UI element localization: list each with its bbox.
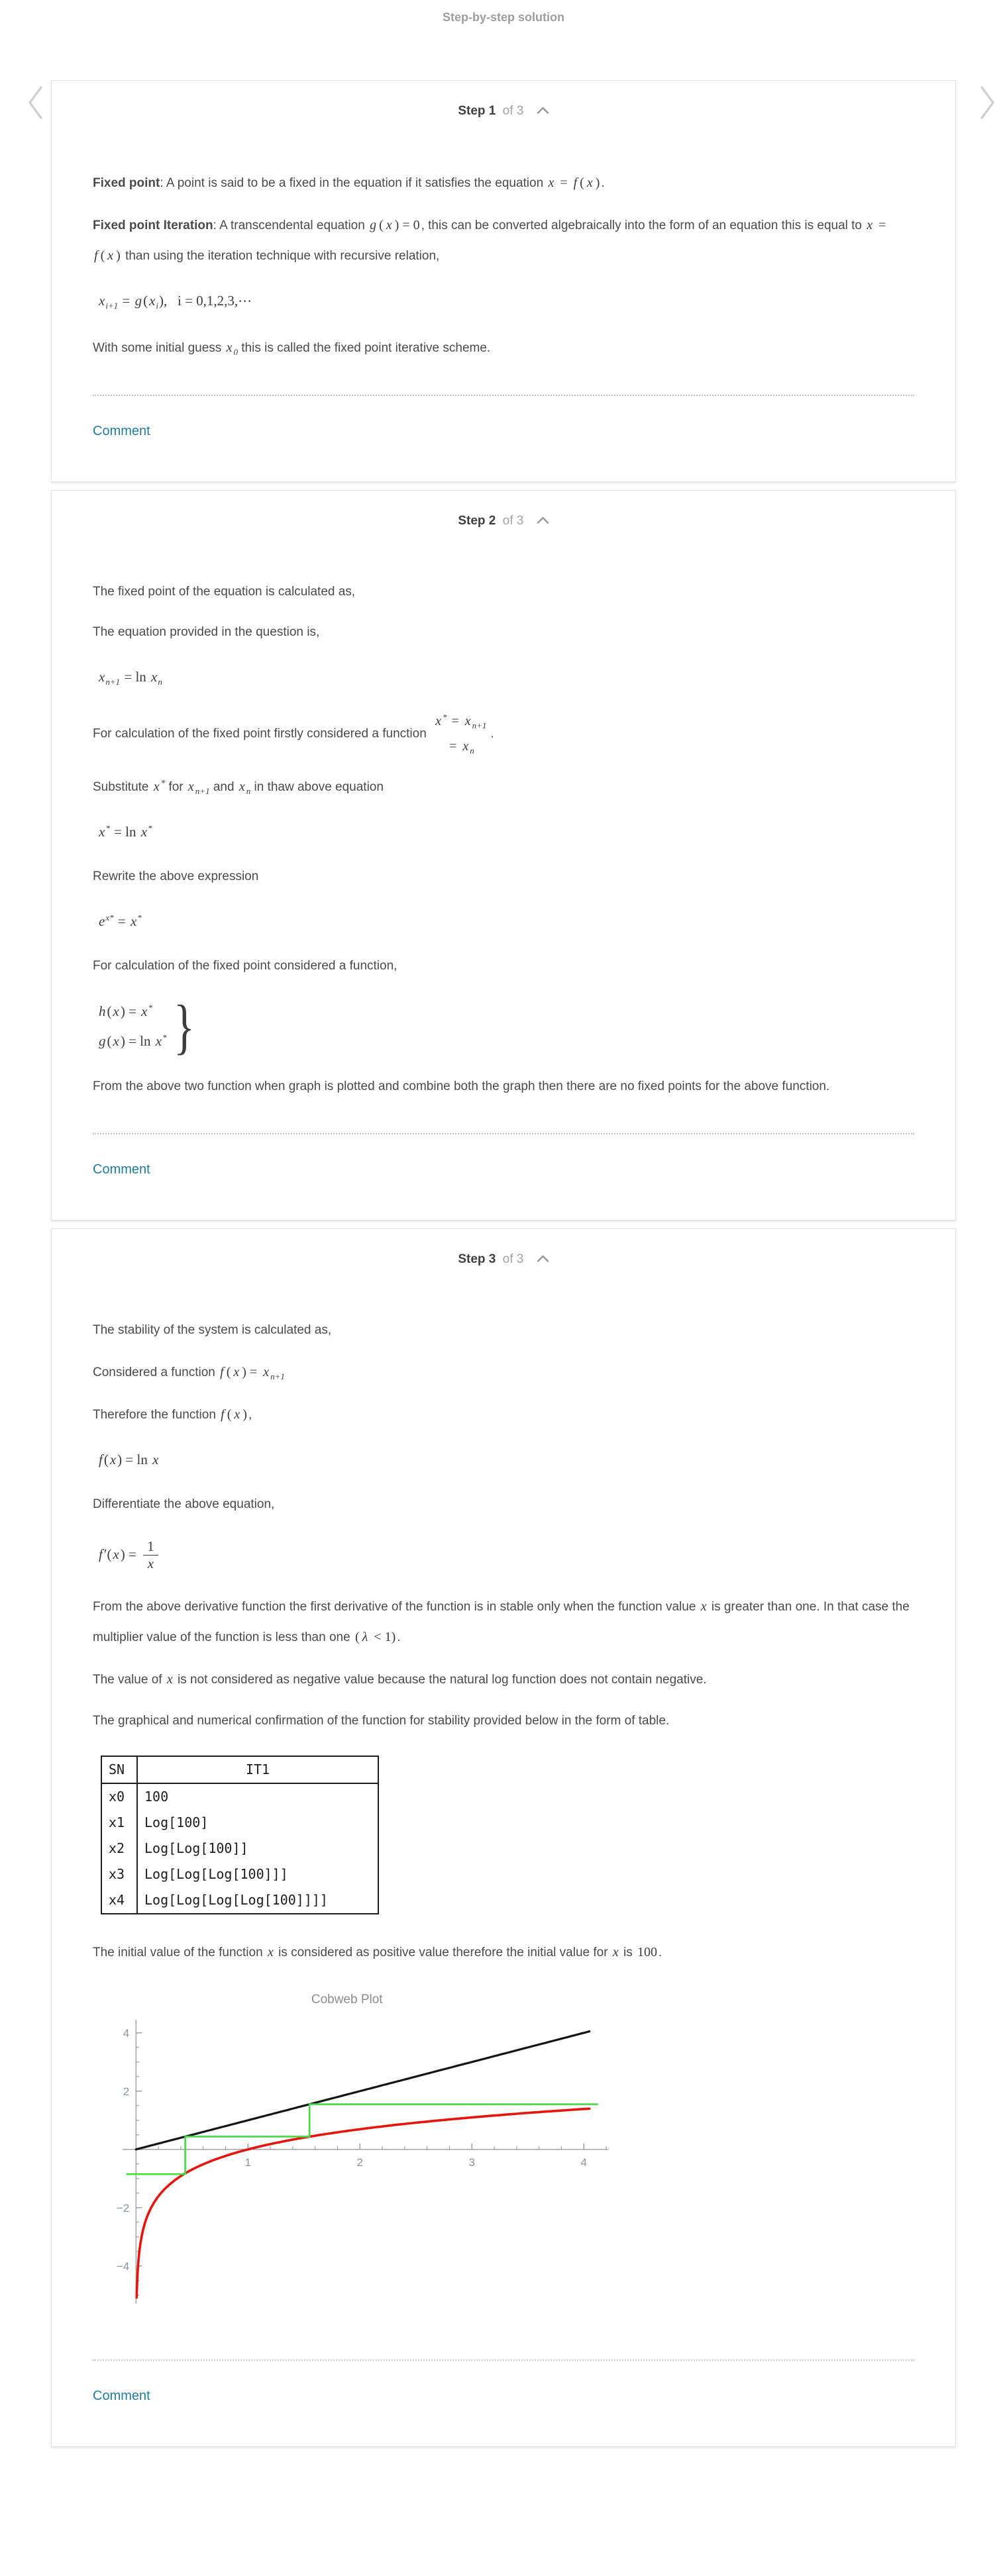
step-2-content xyxy=(93,577,914,1101)
table-cell: Log[Log[Log[100]]] xyxy=(144,1865,288,1882)
step-number: Step 3 xyxy=(458,1252,496,1266)
step-1-header xyxy=(93,103,914,119)
step-count: of 3 xyxy=(502,104,524,118)
table-cell: Log[Log[Log[Log[100]]]] xyxy=(144,1891,328,1908)
table-row xyxy=(101,1861,378,1887)
brace-group: h(x) = x* g(x) = ln x* } xyxy=(99,993,195,1061)
cobweb-plot-figure xyxy=(93,1990,914,2328)
table-header-cell: IT1 xyxy=(137,1756,378,1783)
math-display: $e^{x*} = x^*$ xyxy=(99,912,142,929)
dotted-divider xyxy=(93,1133,914,1134)
comment-link[interactable]: Comment xyxy=(93,2388,150,2403)
step-number: Step 1 xyxy=(458,104,496,118)
paragraph: The equation provided in the question is, xyxy=(93,625,320,640)
right-brace: } xyxy=(173,993,195,1061)
paragraph: The stability of the system is calculated as, xyxy=(93,1322,332,1337)
table-row xyxy=(101,1887,378,1914)
paragraph: With some initial guess x $_0$ this is called the fixed point iterative scheme. xyxy=(93,340,491,357)
table-cell: Log[Log[100]] xyxy=(144,1840,248,1856)
math-display xyxy=(93,993,914,1061)
solution-steps-list xyxy=(51,80,956,2447)
chevron-up-icon xyxy=(537,1255,549,1262)
paragraph: Rewrite the above expression xyxy=(93,869,259,884)
paragraph: Fixed point Iteration: A transcendental equation g ( x ) = 0 , this can be converted algebraically into the form of an equation this is equal to x = f ( x ) than using the iteration technique with recursive relation, xyxy=(93,218,886,263)
paragraph: The initial value of the function x is considered as positive value therefore the initial value for x is 100 . xyxy=(93,1944,662,1959)
step-2-card xyxy=(51,490,956,1220)
paragraph: Differentiate the above equation, xyxy=(93,1497,275,1512)
step-count: of 3 xyxy=(502,513,524,528)
aligned-equations: x * = x $_{n+1}$ = x $_n$ xyxy=(435,712,487,756)
svg-text:Cobweb Plot: Cobweb Plot xyxy=(311,1992,383,2006)
chevron-up-icon xyxy=(537,517,549,524)
cobweb-plot xyxy=(93,1990,616,2324)
table-cell: x4 xyxy=(101,1887,137,1914)
paragraph: For calculation of the fixed point firstly considered a function x * = x $_{n+1}$ = x $_n$ . xyxy=(93,709,914,760)
step-number: Step 2 xyxy=(458,513,496,528)
paragraph: Considered a function f ( x ) = x $_{n+1}$ xyxy=(93,1364,285,1381)
math-display: $x_{n+1} = \ln x_n$ xyxy=(99,669,162,687)
svg-text:−2: −2 xyxy=(116,2201,130,2214)
step-1-card xyxy=(51,80,956,482)
previous-solution-arrow[interactable] xyxy=(25,85,45,121)
paragraph: Substitute x * for x $_{n+1}$ and x $_n$ in thaw above equation xyxy=(93,777,384,796)
paragraph: The fixed point of the equation is calculated as, xyxy=(93,584,356,599)
paragraph: The graphical and numerical confirmation of the function for stability provided below in the form of table. xyxy=(93,1714,670,1728)
svg-text:4: 4 xyxy=(123,2026,130,2040)
paragraph: For calculation of the fixed point considered a function, xyxy=(93,959,398,973)
fraction: $\frac{1}{x}$ xyxy=(143,1539,158,1571)
svg-text:4: 4 xyxy=(580,2155,588,2169)
chevron-right-icon xyxy=(978,85,998,121)
comment-link[interactable]: Comment xyxy=(93,423,150,438)
page-title: Step-by-step solution xyxy=(443,11,564,24)
step-3-card xyxy=(51,1228,956,2447)
iteration-table xyxy=(101,1756,379,1914)
collapse-step-button[interactable] xyxy=(537,513,549,528)
table-row xyxy=(101,1783,378,1810)
table-cell: 100 xyxy=(144,1788,169,1805)
svg-text:2: 2 xyxy=(123,2085,130,2098)
svg-text:3: 3 xyxy=(468,2155,476,2169)
collapse-step-button[interactable] xyxy=(537,103,549,118)
paragraph: From the above two function when graph is plotted and combine both the graph then there are no fixed points for the above function. xyxy=(93,1079,830,1094)
svg-text:2: 2 xyxy=(356,2155,364,2169)
svg-text:−4: −4 xyxy=(116,2259,130,2273)
dotted-divider xyxy=(93,395,914,396)
table-row xyxy=(101,1810,378,1836)
table-cell: x1 xyxy=(101,1810,137,1836)
comment-link[interactable]: Comment xyxy=(93,1162,150,1177)
table-row xyxy=(101,1836,378,1861)
step-1-content xyxy=(93,168,914,363)
series-y-x xyxy=(136,2031,589,2149)
step-3-header xyxy=(93,1252,914,1267)
step-2-header xyxy=(93,513,914,528)
math-display: $x_{i+1} = g(x_i)$, i = 0,1,2,3,⋯ xyxy=(99,293,252,311)
step-count: of 3 xyxy=(502,1252,524,1266)
chevron-up-icon xyxy=(537,107,549,114)
collapse-step-button[interactable] xyxy=(537,1252,549,1266)
next-solution-arrow[interactable] xyxy=(978,85,998,121)
math-display: f(x) = ln x xyxy=(99,1451,159,1467)
table-cell: x0 xyxy=(101,1783,137,1810)
table-header-cell: SN xyxy=(101,1756,137,1783)
paragraph: The value of x is not considered as negative value because the natural log function does not contain negative. xyxy=(93,1672,707,1687)
math-display: f′(x) = $\frac{1}{x}$ xyxy=(93,1539,914,1571)
paragraph: Therefore the function f ( x ) , xyxy=(93,1407,252,1422)
svg-text:1: 1 xyxy=(244,2155,252,2169)
table-cell: x2 xyxy=(101,1836,137,1861)
table-cell: Log[100] xyxy=(144,1814,209,1830)
chevron-left-icon xyxy=(25,85,45,121)
paragraph: From the above derivative function the first derivative of the function is in stable only when the function value x is greater than one. In that case the multiplier value of the function is less than one ( λ < 1) . xyxy=(93,1599,910,1645)
step-3-content xyxy=(93,1316,914,2328)
math-display: x* = ln x* xyxy=(99,822,152,840)
paragraph: Fixed point: A point is said to be a fixed in the equation if it satisfies the equation x = f ( x ) . xyxy=(93,175,605,190)
dotted-divider xyxy=(93,2359,914,2361)
table-cell: x3 xyxy=(101,1861,137,1887)
